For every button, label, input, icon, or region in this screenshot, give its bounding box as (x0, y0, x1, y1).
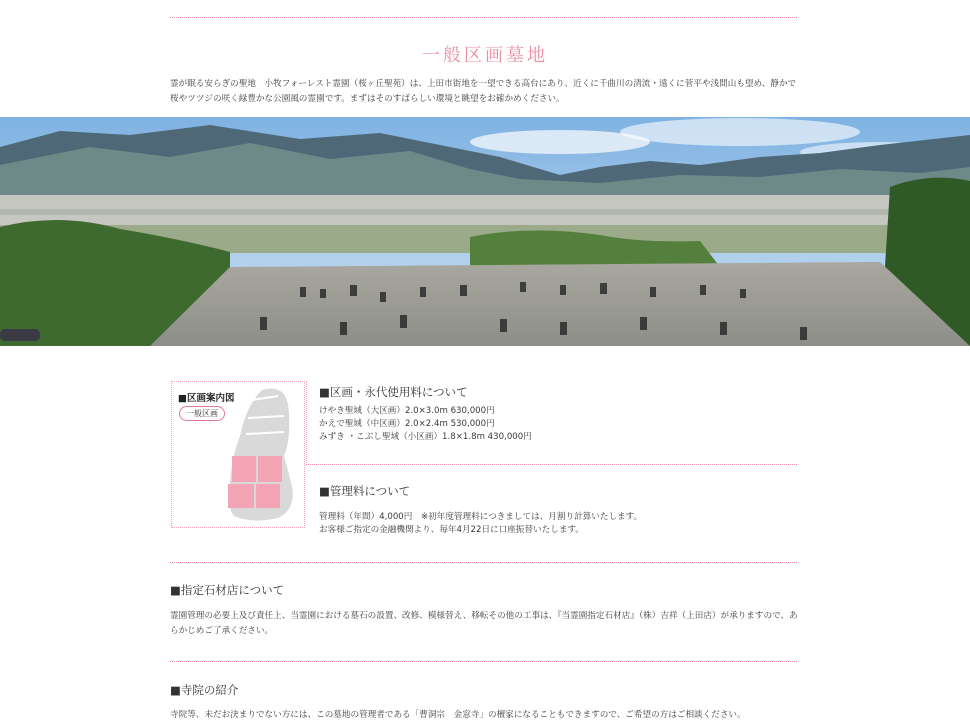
section-map (171, 381, 305, 528)
section-block (228, 484, 254, 508)
management-line: 管理料（年間）4,000円 ※初年度管理料につきましては、月割り計算いたします。 (319, 512, 643, 522)
stone-text: 霊園管理の必要上及び責任上、当霊園における墓石の設置、改修、模様替え、移転その他の工事は、『当霊園指定石材店』（株）吉祥（上田店）が承りますので、あらかじめご了承ください。 (170, 611, 798, 636)
fees-line: みずき ・こぶし聖域（小区画）1.8×1.8m 430,000円 (319, 432, 532, 442)
map-divider (306, 381, 307, 465)
temple-text: 寺院等、未だお決まりでない方には、この墓地の管理者である「曹洞宗 金窓寺」の檀家になることもできますので、ご希望の方はご相談ください。 (170, 710, 746, 720)
stone-heading: ■指定石材店について (170, 583, 285, 597)
section-divider (170, 661, 797, 662)
management-heading: ■管理料について (319, 484, 411, 498)
fees-line: けやき聖域（大区画）2.0×3.0m 630,000円 (319, 406, 495, 416)
cemetery-panorama-photo (0, 117, 970, 346)
general-section-badge: 一般区画 (179, 406, 225, 421)
fees-divider (306, 464, 797, 465)
top-divider (170, 17, 797, 18)
map-title: ■区画案内図 (178, 393, 235, 404)
section-block (258, 456, 282, 482)
section-block (232, 456, 256, 482)
fees-heading: ■区画・永代使用料について (319, 385, 468, 399)
page-title: 一般区画墓地 (422, 45, 548, 66)
fees-line: かえで聖域（中区画）2.0×2.4m 530,000円 (319, 419, 495, 429)
section-block (256, 484, 280, 508)
temple-heading: ■寺院の紹介 (170, 683, 239, 697)
management-line: お客様ご指定の金融機関より、毎年4月22日に口座振替いたします。 (319, 525, 584, 535)
intro-text: 霊が眠る安らぎの聖地 小牧フォーレスト霊園（桜ヶ丘聖苑）は、上田市街地を一望できる高台にあり、近くに千曲川の清流・遠くに菅平や浅間山も望め、静かで桜やツツジの咲く緑豊かな公園風の霊園です。まずはそのすばらしい環境と眺望をお確かめください。 (170, 79, 797, 104)
section-divider (170, 562, 797, 563)
cemetery-layout-map (222, 386, 302, 524)
